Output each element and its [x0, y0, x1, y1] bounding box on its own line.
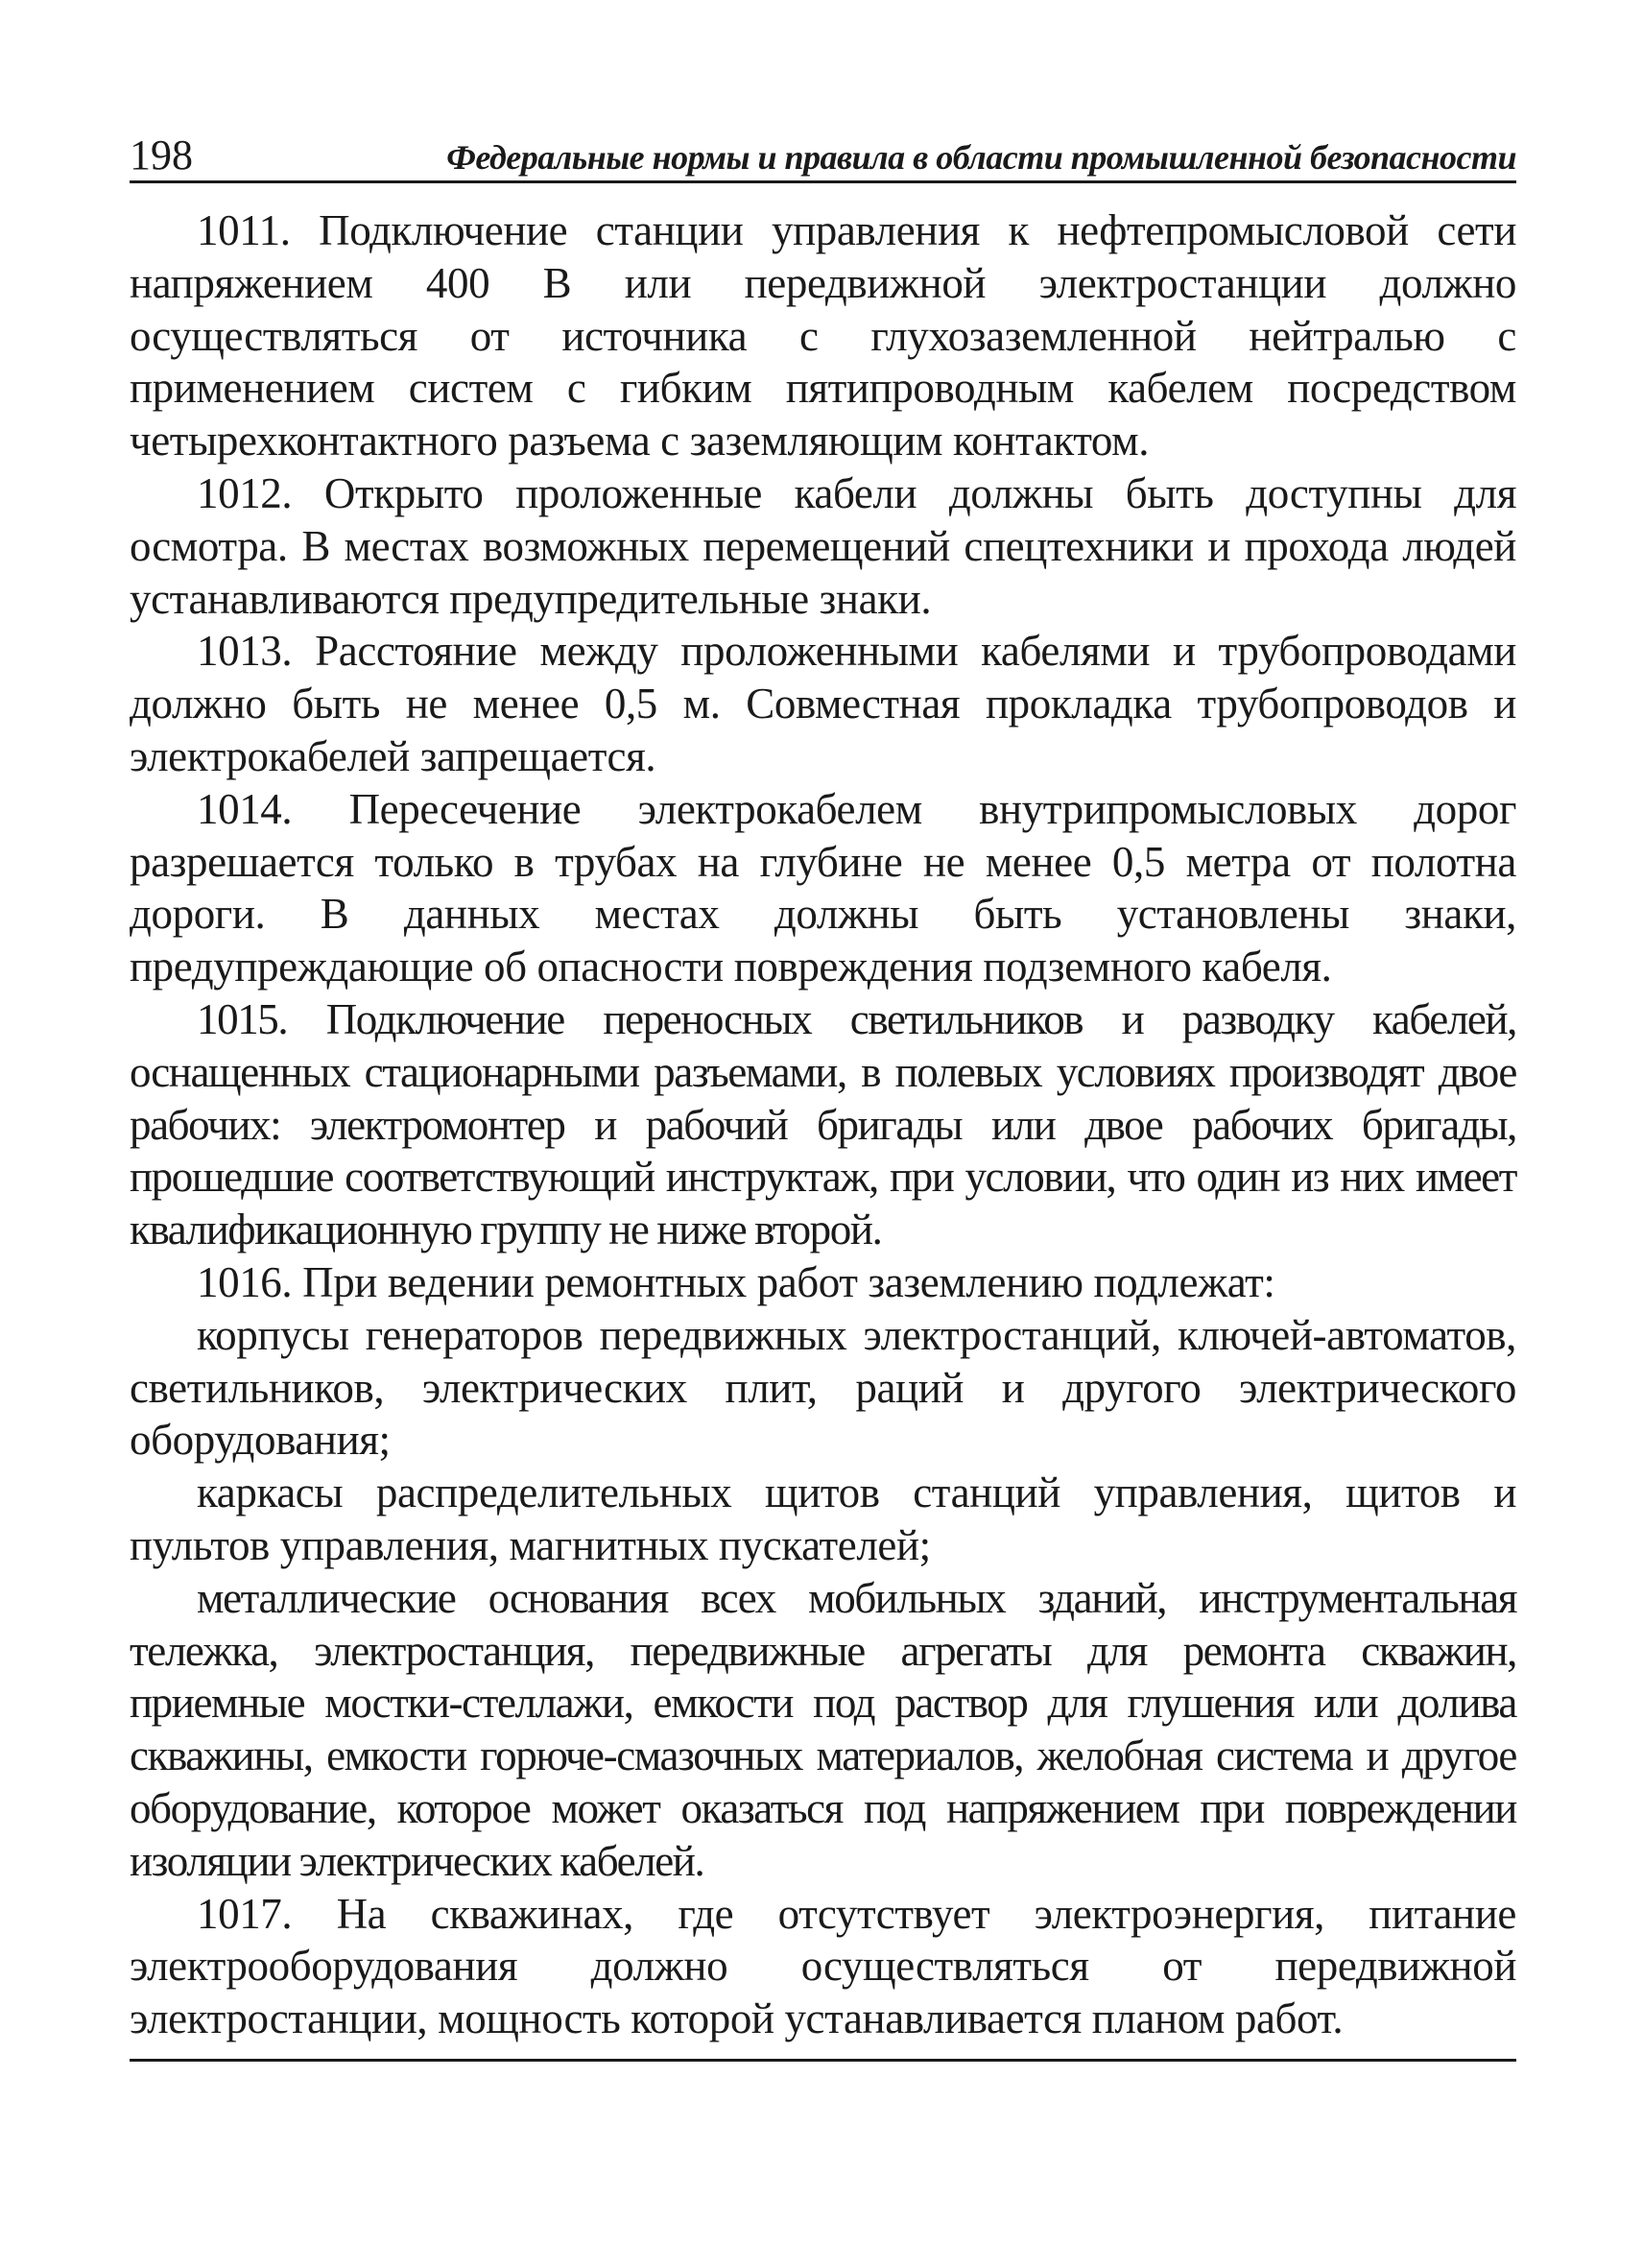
page-number: 198	[130, 131, 193, 179]
list-item-switchboards: каркасы распределительных щитов станций управления, щитов и пультов управления, магнитных пускателей;	[130, 1468, 1516, 1569]
list-item-metal-bases: металлические основания всех мобильных зданий, инструментальная тележка, электростанция, передвижные агрегаты для ремонта скважин, приемные мостки-стеллажи, емкости под раствор для глушения или долива скважины, емкости горюче-смазочных материалов, желобная система и другое оборудование, которое может оказаться под напряжением при повреждении изоляции электрических кабелей.	[130, 1573, 1516, 1885]
paragraph-1015: 1015. Подключение переносных светильников и разводку кабелей, оснащенных стационарными разъемами, в полевых условиях производят двое рабочих: электромонтер и рабочий бригады или двое рабочих бригады, прошедшие соответствующий инструктаж, при условии, что один из них имеет квалификационную группу не ниже второй.	[130, 994, 1516, 1254]
list-item-generators: корпусы генераторов передвижных электростанций, ключей-автоматов, светильников, электрических плит, раций и другого электрического оборудования;	[130, 1310, 1516, 1465]
running-title: Федеральные нормы и правила в области промышленной безопасности	[446, 138, 1516, 177]
paragraph-1014: 1014. Пересечение электрокабелем внутрипромысловых дорог разрешается только в трубах на глубине не менее 0,5 метра от полотна дороги. В данных местах должны быть установлены знаки, предупреждающие об опасности повреждения подземного кабеля.	[130, 784, 1516, 991]
paragraph-1016: 1016. При ведении ремонтных работ заземлению подлежат:	[197, 1257, 1275, 1306]
page-content	[130, 131, 1516, 2062]
paragraph-1012: 1012. Открыто проложенные кабели должны быть доступны для осмотра. В местах возможных перемещений спецтехники и прохода людей устанавливаются предупредительные знаки.	[130, 468, 1516, 623]
bottom-rule	[130, 2059, 1516, 2062]
paragraph-1013: 1013. Расстояние между проложенными кабелями и трубопроводами должно быть не менее 0,5 м. Совместная прокладка трубопроводов и электрокабелей запрещается.	[130, 627, 1516, 780]
paragraph-1017: 1017. На скважинах, где отсутствует электроэнергия, питание электрооборудования должно осуществляться от передвижной электростанции, мощность которой устанавливается планом работ.	[130, 1889, 1516, 2043]
body-text	[130, 204, 1516, 2045]
running-header	[130, 131, 1516, 183]
paragraph-1011: 1011. Подключение станции управления к нефтепромысловой сети напряжением 400 В или передвижной электростанции должно осуществляться от источника с глухозаземленной нейтралью с применением систем с гибким пятипроводным кабелем посредством четырехконтактного разъема с заземляющим контактом.	[130, 206, 1516, 466]
